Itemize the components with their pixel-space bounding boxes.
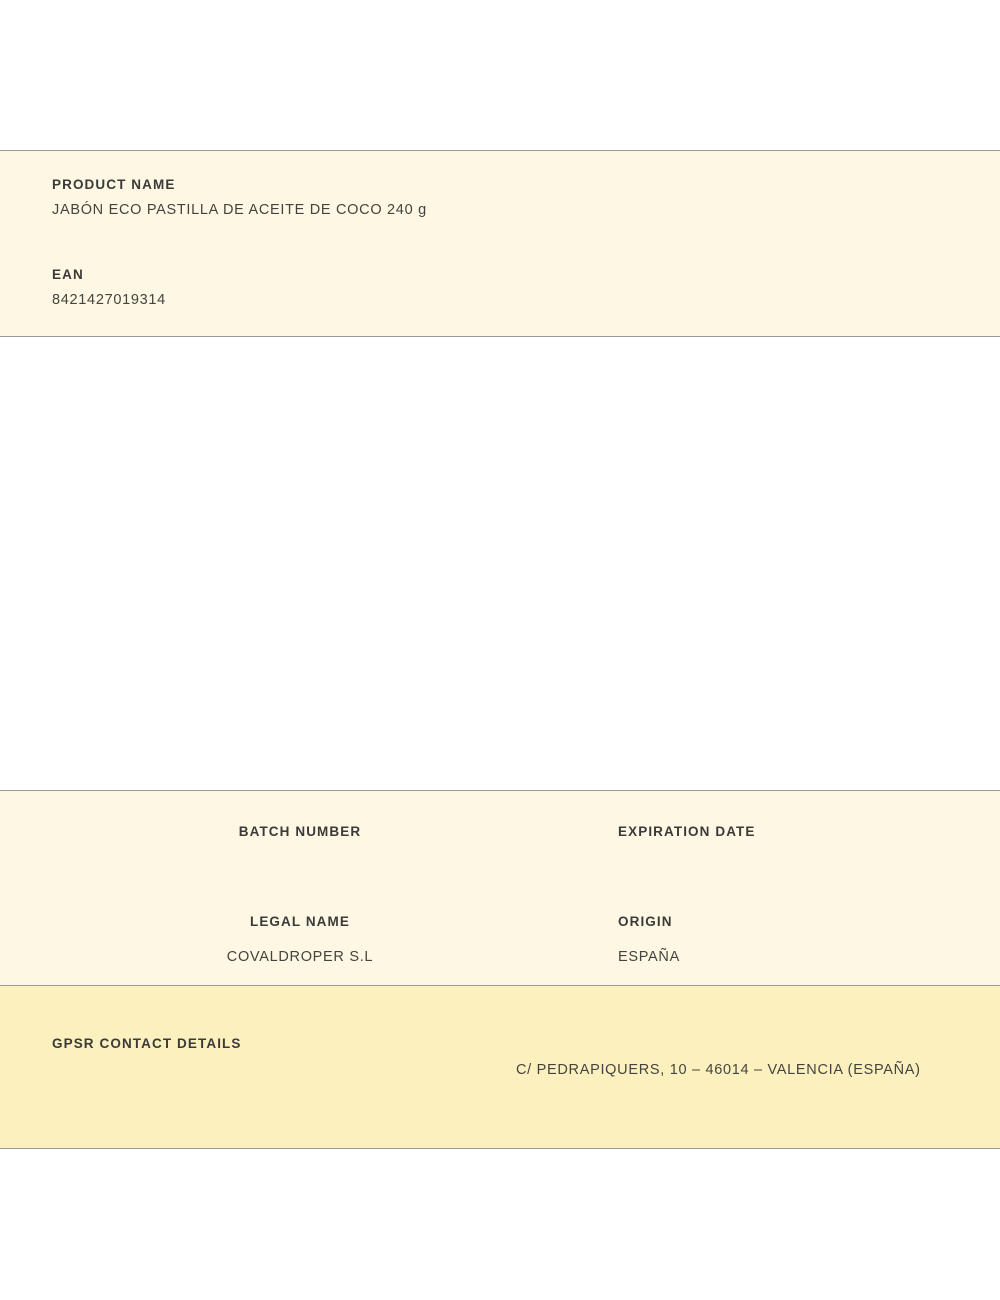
product-name-value: JABÓN ECO PASTILLA DE ACEITE DE COCO 240 g	[52, 202, 427, 218]
ean-value: 8421427019314	[52, 292, 166, 308]
legal-origin-row	[0, 914, 1000, 966]
gpsr-contact-address: C/ PEDRAPIQUERS, 10 – 46014 – VALENCIA (ESPAÑA)	[516, 1062, 921, 1078]
ean-label: EAN	[52, 267, 84, 282]
product-identification-section	[0, 150, 1000, 337]
batch-number-field	[0, 824, 600, 876]
expiration-date-label: EXPIRATION DATE	[618, 824, 756, 839]
expiration-date-value	[618, 859, 1000, 876]
blank-content-area	[0, 337, 1000, 790]
expiration-date-field	[600, 824, 1000, 876]
product-name-field	[52, 177, 427, 218]
ean-field	[52, 267, 166, 308]
gpsr-contact-label: GPSR CONTACT DETAILS	[52, 1036, 242, 1051]
origin-label: ORIGIN	[618, 914, 673, 929]
origin-value: ESPAÑA	[618, 949, 680, 965]
legal-name-value: COVALDROPER S.L	[226, 949, 374, 965]
batch-number-label: BATCH NUMBER	[238, 824, 362, 839]
origin-field	[600, 914, 1000, 966]
batch-number-value	[0, 859, 600, 876]
gpsr-contact-section	[0, 986, 1000, 1149]
bottom-blank-area	[0, 1149, 1000, 1300]
product-name-label: PRODUCT NAME	[52, 177, 176, 192]
legal-name-field	[0, 914, 600, 966]
batch-expiration-row	[0, 824, 1000, 876]
legal-name-label: LEGAL NAME	[249, 914, 350, 929]
batch-legal-section	[0, 790, 1000, 986]
